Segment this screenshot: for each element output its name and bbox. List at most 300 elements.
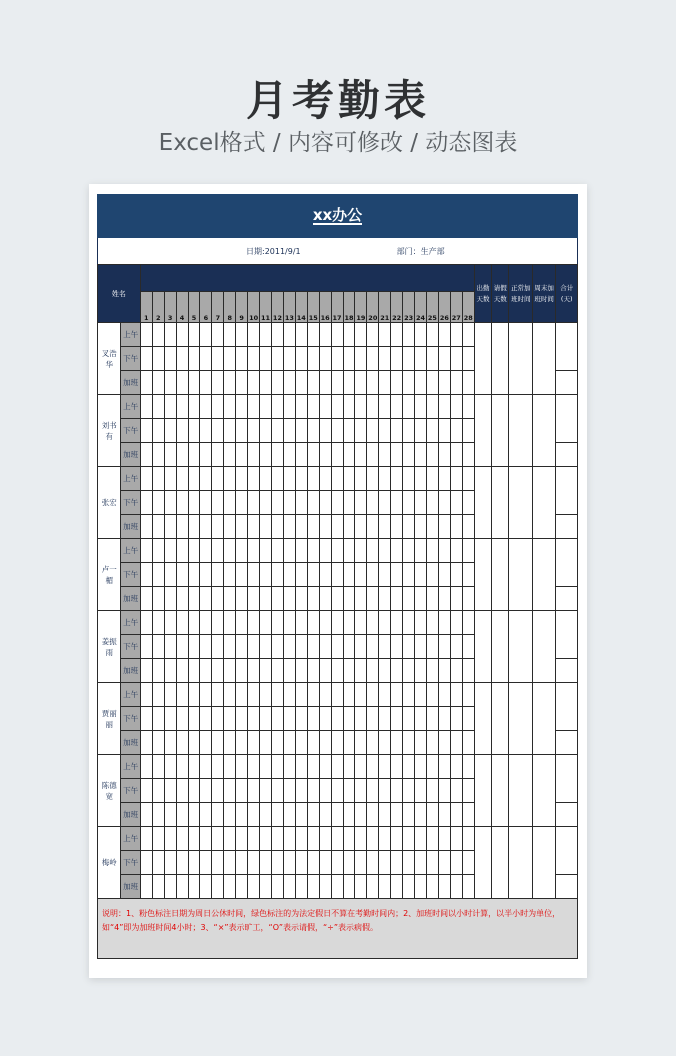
attendance-cell[interactable] [450,323,462,347]
attendance-cell[interactable] [462,635,474,659]
attendance-cell[interactable] [391,539,403,563]
attendance-cell[interactable] [415,635,427,659]
attendance-cell[interactable] [403,539,415,563]
attendance-cell[interactable] [391,635,403,659]
attendance-cell[interactable] [343,347,355,371]
attendance-cell[interactable] [450,515,462,539]
attendance-cell[interactable] [188,539,200,563]
attendance-cell[interactable] [295,659,307,683]
attendance-cell[interactable] [415,323,427,347]
attendance-cell[interactable] [224,563,236,587]
attendance-cell[interactable] [450,611,462,635]
total-cell[interactable] [556,611,578,659]
attendance-cell[interactable] [403,827,415,851]
attendance-cell[interactable] [331,563,343,587]
attendance-cell[interactable] [212,539,224,563]
attendance-cell[interactable] [236,779,248,803]
attendance-cell[interactable] [271,419,283,443]
attendance-cell[interactable] [152,395,164,419]
attendance-cell[interactable] [379,467,391,491]
attendance-cell[interactable] [295,587,307,611]
attendance-cell[interactable] [248,803,260,827]
attendance-cell[interactable] [307,371,319,395]
attendance-cell[interactable] [438,371,450,395]
attendance-cell[interactable] [367,419,379,443]
attendance-cell[interactable] [367,515,379,539]
attendance-cell[interactable] [188,803,200,827]
attendance-cell[interactable] [379,683,391,707]
attendance-cell[interactable] [283,635,295,659]
attendance-cell[interactable] [152,755,164,779]
attendance-cell[interactable] [391,491,403,515]
summary-cell[interactable] [492,611,509,683]
summary-cell[interactable] [474,611,491,683]
attendance-cell[interactable] [391,563,403,587]
attendance-cell[interactable] [391,347,403,371]
attendance-cell[interactable] [426,779,438,803]
attendance-cell[interactable] [248,419,260,443]
attendance-cell[interactable] [236,755,248,779]
attendance-cell[interactable] [224,539,236,563]
attendance-cell[interactable] [391,803,403,827]
attendance-cell[interactable] [176,491,188,515]
attendance-cell[interactable] [188,371,200,395]
summary-cell[interactable] [492,395,509,467]
attendance-cell[interactable] [236,563,248,587]
attendance-cell[interactable] [176,323,188,347]
attendance-cell[interactable] [224,707,236,731]
attendance-cell[interactable] [343,491,355,515]
attendance-cell[interactable] [379,659,391,683]
attendance-cell[interactable] [415,515,427,539]
overtime-total-cell[interactable] [556,515,578,539]
attendance-cell[interactable] [271,707,283,731]
attendance-cell[interactable] [367,779,379,803]
attendance-cell[interactable] [248,491,260,515]
attendance-cell[interactable] [283,323,295,347]
attendance-cell[interactable] [295,347,307,371]
attendance-cell[interactable] [271,563,283,587]
overtime-total-cell[interactable] [556,371,578,395]
summary-cell[interactable] [509,395,532,467]
attendance-cell[interactable] [140,827,152,851]
attendance-cell[interactable] [426,635,438,659]
attendance-cell[interactable] [236,467,248,491]
attendance-cell[interactable] [462,323,474,347]
attendance-cell[interactable] [236,827,248,851]
attendance-cell[interactable] [426,419,438,443]
overtime-total-cell[interactable] [556,587,578,611]
attendance-cell[interactable] [248,515,260,539]
total-cell[interactable] [556,683,578,731]
attendance-cell[interactable] [450,779,462,803]
attendance-cell[interactable] [355,683,367,707]
attendance-cell[interactable] [271,491,283,515]
attendance-cell[interactable] [415,827,427,851]
summary-cell[interactable] [532,323,555,395]
attendance-cell[interactable] [212,635,224,659]
attendance-cell[interactable] [319,563,331,587]
attendance-cell[interactable] [450,803,462,827]
attendance-cell[interactable] [426,659,438,683]
attendance-cell[interactable] [260,611,272,635]
attendance-cell[interactable] [283,659,295,683]
attendance-cell[interactable] [343,467,355,491]
attendance-cell[interactable] [164,323,176,347]
attendance-cell[interactable] [391,755,403,779]
attendance-cell[interactable] [283,755,295,779]
attendance-cell[interactable] [248,683,260,707]
attendance-cell[interactable] [283,563,295,587]
attendance-cell[interactable] [176,443,188,467]
attendance-cell[interactable] [438,827,450,851]
attendance-cell[interactable] [212,611,224,635]
attendance-cell[interactable] [164,563,176,587]
attendance-cell[interactable] [403,659,415,683]
attendance-cell[interactable] [403,443,415,467]
attendance-cell[interactable] [271,635,283,659]
attendance-cell[interactable] [176,347,188,371]
attendance-cell[interactable] [271,827,283,851]
attendance-cell[interactable] [260,707,272,731]
attendance-cell[interactable] [224,347,236,371]
attendance-cell[interactable] [438,683,450,707]
attendance-cell[interactable] [367,611,379,635]
attendance-cell[interactable] [403,323,415,347]
attendance-cell[interactable] [367,395,379,419]
attendance-cell[interactable] [224,731,236,755]
attendance-cell[interactable] [140,587,152,611]
attendance-cell[interactable] [260,827,272,851]
attendance-cell[interactable] [200,467,212,491]
attendance-cell[interactable] [355,515,367,539]
attendance-cell[interactable] [283,827,295,851]
attendance-cell[interactable] [176,827,188,851]
attendance-cell[interactable] [283,779,295,803]
attendance-cell[interactable] [391,515,403,539]
attendance-cell[interactable] [164,635,176,659]
attendance-cell[interactable] [260,347,272,371]
attendance-cell[interactable] [331,803,343,827]
attendance-cell[interactable] [355,323,367,347]
attendance-cell[interactable] [438,635,450,659]
attendance-cell[interactable] [295,827,307,851]
attendance-cell[interactable] [391,827,403,851]
attendance-cell[interactable] [438,563,450,587]
attendance-cell[interactable] [415,707,427,731]
attendance-cell[interactable] [176,731,188,755]
summary-cell[interactable] [492,467,509,539]
attendance-cell[interactable] [367,563,379,587]
summary-cell[interactable] [509,467,532,539]
attendance-cell[interactable] [260,659,272,683]
attendance-cell[interactable] [200,323,212,347]
attendance-cell[interactable] [200,563,212,587]
attendance-cell[interactable] [248,347,260,371]
attendance-cell[interactable] [200,803,212,827]
attendance-cell[interactable] [319,539,331,563]
attendance-cell[interactable] [403,467,415,491]
attendance-cell[interactable] [355,707,367,731]
attendance-cell[interactable] [438,323,450,347]
attendance-cell[interactable] [152,875,164,899]
attendance-cell[interactable] [319,803,331,827]
attendance-cell[interactable] [462,659,474,683]
attendance-cell[interactable] [331,659,343,683]
attendance-cell[interactable] [283,539,295,563]
attendance-cell[interactable] [403,731,415,755]
attendance-cell[interactable] [403,635,415,659]
attendance-cell[interactable] [164,875,176,899]
attendance-cell[interactable] [438,491,450,515]
attendance-cell[interactable] [307,683,319,707]
attendance-cell[interactable] [415,443,427,467]
attendance-cell[interactable] [438,803,450,827]
attendance-cell[interactable] [271,395,283,419]
attendance-cell[interactable] [236,323,248,347]
attendance-cell[interactable] [140,659,152,683]
attendance-cell[interactable] [164,539,176,563]
attendance-cell[interactable] [391,419,403,443]
attendance-cell[interactable] [236,371,248,395]
attendance-cell[interactable] [415,419,427,443]
attendance-cell[interactable] [450,467,462,491]
attendance-cell[interactable] [260,803,272,827]
attendance-cell[interactable] [331,587,343,611]
attendance-cell[interactable] [260,491,272,515]
attendance-cell[interactable] [248,371,260,395]
attendance-cell[interactable] [450,419,462,443]
attendance-cell[interactable] [355,491,367,515]
attendance-cell[interactable] [188,323,200,347]
attendance-cell[interactable] [260,443,272,467]
attendance-cell[interactable] [403,395,415,419]
summary-cell[interactable] [492,539,509,611]
attendance-cell[interactable] [319,707,331,731]
summary-cell[interactable] [492,323,509,395]
attendance-cell[interactable] [415,731,427,755]
attendance-cell[interactable] [224,395,236,419]
attendance-cell[interactable] [152,851,164,875]
attendance-cell[interactable] [212,347,224,371]
attendance-cell[interactable] [236,443,248,467]
attendance-cell[interactable] [295,683,307,707]
attendance-cell[interactable] [164,419,176,443]
attendance-cell[interactable] [260,755,272,779]
attendance-cell[interactable] [200,611,212,635]
attendance-cell[interactable] [379,563,391,587]
attendance-cell[interactable] [260,395,272,419]
attendance-cell[interactable] [355,635,367,659]
attendance-cell[interactable] [343,611,355,635]
attendance-cell[interactable] [343,851,355,875]
attendance-cell[interactable] [236,803,248,827]
attendance-cell[interactable] [283,731,295,755]
attendance-cell[interactable] [152,731,164,755]
attendance-cell[interactable] [367,587,379,611]
attendance-cell[interactable] [152,683,164,707]
attendance-cell[interactable] [212,395,224,419]
attendance-cell[interactable] [379,395,391,419]
attendance-cell[interactable] [248,755,260,779]
attendance-cell[interactable] [426,851,438,875]
attendance-cell[interactable] [224,587,236,611]
attendance-cell[interactable] [260,371,272,395]
attendance-cell[interactable] [236,611,248,635]
attendance-cell[interactable] [379,611,391,635]
attendance-cell[interactable] [164,683,176,707]
attendance-cell[interactable] [140,635,152,659]
attendance-cell[interactable] [379,515,391,539]
attendance-cell[interactable] [295,611,307,635]
attendance-cell[interactable] [283,611,295,635]
attendance-cell[interactable] [415,563,427,587]
attendance-cell[interactable] [295,371,307,395]
attendance-cell[interactable] [152,803,164,827]
attendance-cell[interactable] [379,323,391,347]
attendance-cell[interactable] [450,491,462,515]
attendance-cell[interactable] [140,707,152,731]
attendance-cell[interactable] [271,875,283,899]
attendance-cell[interactable] [450,827,462,851]
attendance-cell[interactable] [391,467,403,491]
attendance-cell[interactable] [248,611,260,635]
attendance-cell[interactable] [319,371,331,395]
attendance-cell[interactable] [236,659,248,683]
attendance-cell[interactable] [200,731,212,755]
attendance-cell[interactable] [188,707,200,731]
attendance-cell[interactable] [212,827,224,851]
attendance-cell[interactable] [391,371,403,395]
attendance-cell[interactable] [367,635,379,659]
attendance-cell[interactable] [200,347,212,371]
attendance-cell[interactable] [426,563,438,587]
attendance-cell[interactable] [236,515,248,539]
attendance-cell[interactable] [248,635,260,659]
attendance-cell[interactable] [379,731,391,755]
attendance-cell[interactable] [200,755,212,779]
attendance-cell[interactable] [200,827,212,851]
attendance-cell[interactable] [295,443,307,467]
attendance-cell[interactable] [343,803,355,827]
attendance-cell[interactable] [200,419,212,443]
attendance-cell[interactable] [307,443,319,467]
attendance-cell[interactable] [391,587,403,611]
attendance-cell[interactable] [212,323,224,347]
attendance-cell[interactable] [462,731,474,755]
attendance-cell[interactable] [164,707,176,731]
attendance-cell[interactable] [426,707,438,731]
attendance-cell[interactable] [188,467,200,491]
attendance-cell[interactable] [248,539,260,563]
attendance-cell[interactable] [200,707,212,731]
attendance-cell[interactable] [450,395,462,419]
attendance-cell[interactable] [355,659,367,683]
attendance-cell[interactable] [283,587,295,611]
attendance-cell[interactable] [152,515,164,539]
attendance-cell[interactable] [260,467,272,491]
attendance-cell[interactable] [462,707,474,731]
attendance-cell[interactable] [212,779,224,803]
attendance-cell[interactable] [307,779,319,803]
attendance-cell[interactable] [462,611,474,635]
attendance-cell[interactable] [271,779,283,803]
attendance-cell[interactable] [212,851,224,875]
attendance-cell[interactable] [343,707,355,731]
summary-cell[interactable] [509,539,532,611]
attendance-cell[interactable] [355,755,367,779]
attendance-cell[interactable] [176,467,188,491]
attendance-cell[interactable] [271,371,283,395]
attendance-cell[interactable] [355,827,367,851]
attendance-cell[interactable] [391,875,403,899]
attendance-cell[interactable] [164,827,176,851]
attendance-cell[interactable] [438,587,450,611]
attendance-cell[interactable] [450,443,462,467]
attendance-cell[interactable] [319,395,331,419]
attendance-cell[interactable] [224,491,236,515]
attendance-cell[interactable] [212,803,224,827]
attendance-cell[interactable] [462,779,474,803]
attendance-cell[interactable] [283,371,295,395]
attendance-cell[interactable] [367,683,379,707]
attendance-cell[interactable] [236,875,248,899]
attendance-cell[interactable] [438,347,450,371]
attendance-cell[interactable] [176,875,188,899]
attendance-cell[interactable] [164,491,176,515]
attendance-cell[interactable] [438,875,450,899]
summary-cell[interactable] [509,323,532,395]
attendance-cell[interactable] [403,707,415,731]
attendance-cell[interactable] [176,683,188,707]
attendance-cell[interactable] [260,515,272,539]
attendance-cell[interactable] [152,347,164,371]
attendance-cell[interactable] [248,875,260,899]
attendance-cell[interactable] [236,731,248,755]
attendance-cell[interactable] [331,755,343,779]
attendance-cell[interactable] [283,467,295,491]
attendance-cell[interactable] [248,659,260,683]
attendance-cell[interactable] [283,707,295,731]
attendance-cell[interactable] [343,683,355,707]
attendance-cell[interactable] [260,539,272,563]
attendance-cell[interactable] [331,875,343,899]
attendance-cell[interactable] [367,827,379,851]
attendance-cell[interactable] [379,635,391,659]
attendance-cell[interactable] [140,875,152,899]
attendance-cell[interactable] [426,827,438,851]
attendance-cell[interactable] [152,443,164,467]
attendance-cell[interactable] [248,851,260,875]
attendance-cell[interactable] [260,635,272,659]
attendance-cell[interactable] [426,395,438,419]
summary-cell[interactable] [492,827,509,899]
attendance-cell[interactable] [343,827,355,851]
attendance-cell[interactable] [283,395,295,419]
attendance-cell[interactable] [415,587,427,611]
attendance-cell[interactable] [319,731,331,755]
attendance-cell[interactable] [331,395,343,419]
attendance-cell[interactable] [331,851,343,875]
attendance-cell[interactable] [319,611,331,635]
attendance-cell[interactable] [188,443,200,467]
attendance-cell[interactable] [462,395,474,419]
attendance-cell[interactable] [331,539,343,563]
attendance-cell[interactable] [391,707,403,731]
attendance-cell[interactable] [307,419,319,443]
attendance-cell[interactable] [283,419,295,443]
attendance-cell[interactable] [224,443,236,467]
